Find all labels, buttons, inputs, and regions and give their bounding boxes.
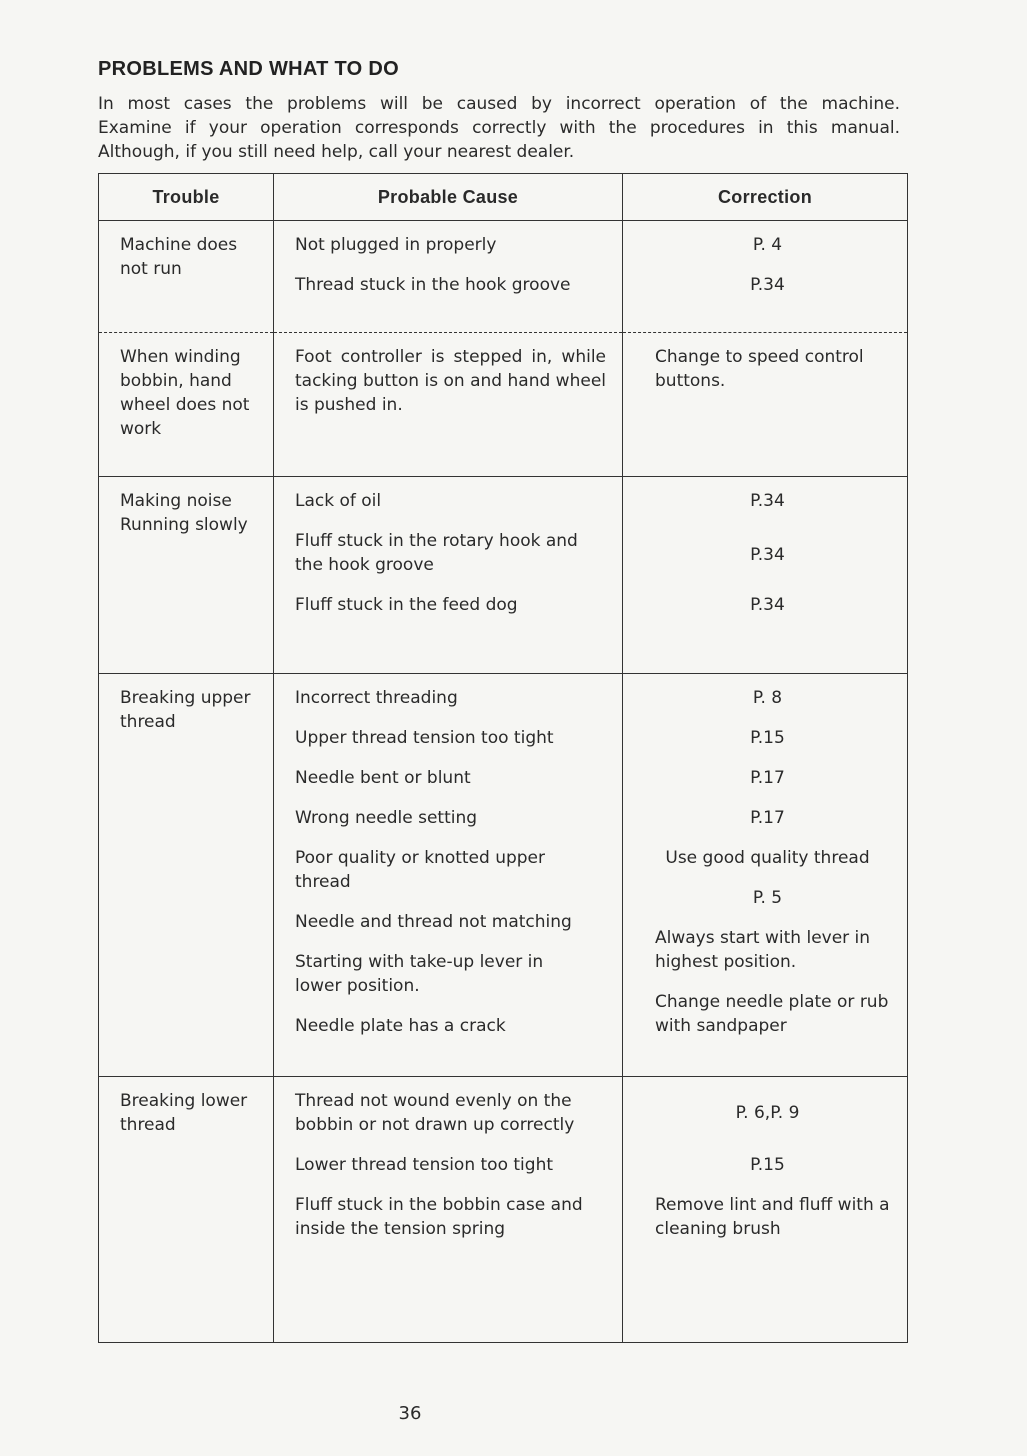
cause-item: Not plugged in properly xyxy=(295,235,497,255)
cause-cell xyxy=(274,477,623,674)
cause-item: Fluff stuck in the feed dog xyxy=(295,595,518,615)
table-header-row xyxy=(99,174,908,221)
correction-item: Change needle plate or rub with sandpaper xyxy=(655,992,889,1036)
trouble-text: Making noise Running slowly xyxy=(120,491,248,535)
correction-item: P.17 xyxy=(750,808,785,828)
correction-cell xyxy=(623,674,908,1077)
trouble-text: When winding bobbin, hand wheel does not work xyxy=(120,347,250,439)
correction-cell xyxy=(623,477,908,674)
trouble-cell xyxy=(99,221,274,333)
page-number: 36 xyxy=(398,1403,422,1424)
intro-line: Although, if you still need help, call your nearest dealer. xyxy=(98,142,575,162)
trouble-text: Machine does not run xyxy=(120,235,238,279)
trouble-text: Breaking lower thread xyxy=(120,1091,248,1135)
correction-cell xyxy=(623,1077,908,1343)
cause-item: Thread stuck in the hook groove xyxy=(295,275,571,295)
intro-line: Examine if your operation corresponds correctly with the procedures in this manual. xyxy=(98,118,900,138)
correction-item: P. 6,P. 9 xyxy=(735,1103,800,1123)
cause-cell xyxy=(274,221,623,333)
correction-item: P. 4 xyxy=(752,235,783,255)
cause-item: Needle and thread not matching xyxy=(295,912,572,932)
intro-paragraph xyxy=(98,92,900,164)
cause-item: Thread not wound evenly on the bobbin or not drawn up correctly xyxy=(295,1091,575,1135)
correction-item: P.34 xyxy=(750,491,785,511)
header-trouble: Trouble xyxy=(99,174,274,221)
cause-item: Fluff stuck in the rotary hook and the hook groove xyxy=(295,531,578,575)
correction-item: P.15 xyxy=(750,1155,785,1175)
table-row xyxy=(99,333,908,477)
cause-item: Needle plate has a crack xyxy=(295,1016,506,1036)
cause-item: Starting with take-up lever in lower position. xyxy=(295,952,544,996)
cause-item: Lower thread tension too tight xyxy=(295,1155,554,1175)
cause-cell xyxy=(274,1077,623,1343)
correction-item: P. 8 xyxy=(752,688,783,708)
correction-item: Remove lint and fluff with a cleaning brush xyxy=(655,1195,890,1239)
cause-item: Fluff stuck in the bobbin case and inside the tension spring xyxy=(295,1195,583,1239)
correction-cell xyxy=(623,221,908,333)
trouble-text: Breaking upper thread xyxy=(120,688,251,732)
intro-line: In most cases the problems will be caused by incorrect operation of the machine. xyxy=(98,94,900,114)
table-row xyxy=(99,1077,908,1343)
correction-item: P.17 xyxy=(750,768,785,788)
cause-item: Needle bent or blunt xyxy=(295,768,471,788)
table-row xyxy=(99,477,908,674)
cause-item: Lack of oil xyxy=(295,491,382,511)
cause-item: Upper thread tension too tight xyxy=(295,728,554,748)
table-row xyxy=(99,221,908,333)
trouble-cell xyxy=(99,1077,274,1343)
cause-item: Wrong needle setting xyxy=(295,808,478,828)
correction-item: Use good quality thread xyxy=(665,848,870,868)
table-row xyxy=(99,674,908,1077)
cause-item: Poor quality or knotted upper thread xyxy=(295,848,546,892)
correction-item: P.34 xyxy=(750,595,785,615)
correction-item: P.15 xyxy=(750,728,785,748)
cause-cell xyxy=(274,333,623,477)
trouble-cell xyxy=(99,674,274,1077)
correction-item: P.34 xyxy=(750,275,785,295)
trouble-cell xyxy=(99,333,274,477)
correction-cell xyxy=(623,333,908,477)
cause-item: Incorrect threading xyxy=(295,688,458,708)
correction-item: P. 5 xyxy=(752,888,783,908)
correction-item: Always start with lever in highest position. xyxy=(655,928,871,972)
trouble-cell xyxy=(99,477,274,674)
correction-item: P.34 xyxy=(750,545,785,565)
page-title: PROBLEMS AND WHAT TO DO xyxy=(98,58,399,80)
header-probable-cause: Probable Cause xyxy=(274,174,623,221)
troubleshooting-table xyxy=(98,173,908,1343)
cause-cell xyxy=(274,674,623,1077)
header-correction: Correction xyxy=(623,174,908,221)
correction-item: Change to speed control buttons. xyxy=(655,347,864,391)
cause-item: Foot controller is stepped in, while tacking button is on and hand wheel is pushed in. xyxy=(295,347,606,415)
